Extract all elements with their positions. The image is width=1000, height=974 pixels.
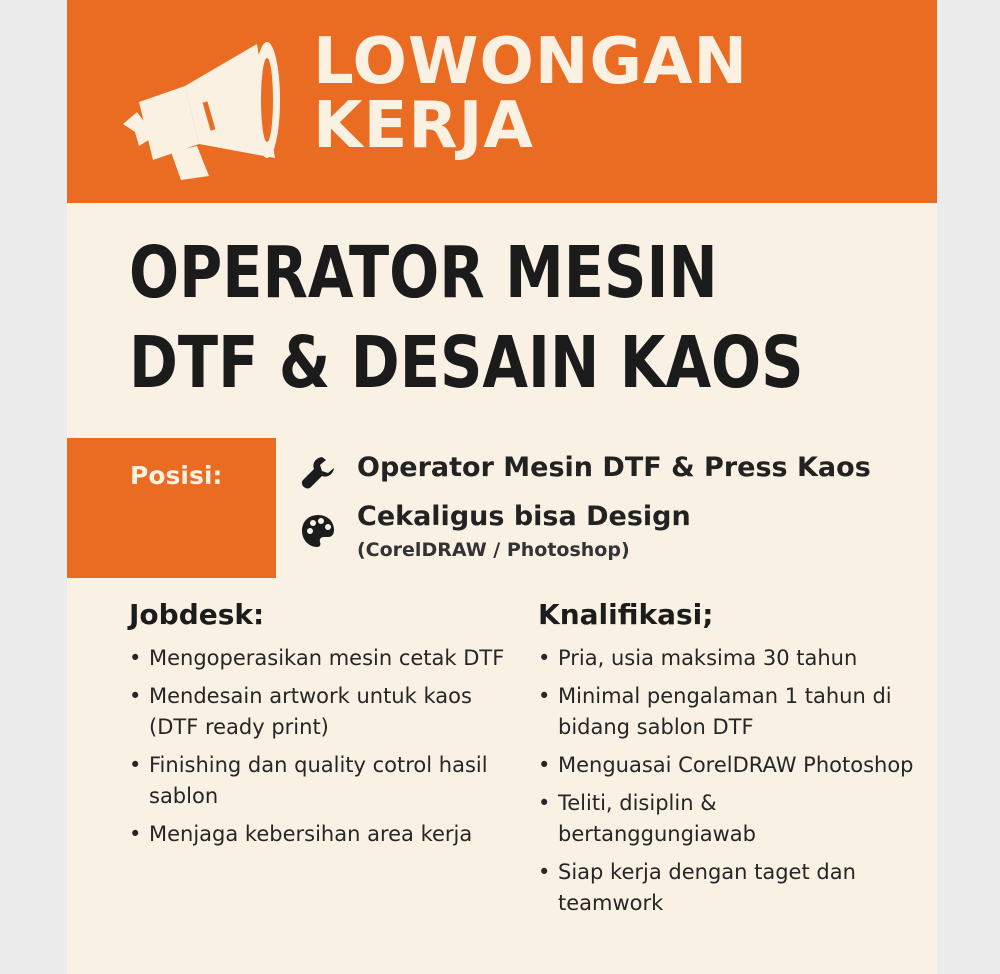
list-item: • Minimal pengalaman 1 tahun di bidang sablon DTF [538, 681, 918, 743]
jobdesk-list [129, 643, 524, 850]
list-item: • Siap kerja dengan taget dan teamwork [538, 857, 918, 919]
palette-icon [300, 513, 336, 549]
list-item: • Teliti, disiplin & bertanggungiawab [538, 788, 918, 850]
job-title-line1: OPERATOR MESIN [129, 231, 718, 314]
header-title-line2: KERJA [313, 89, 534, 163]
position-label-box [67, 438, 276, 578]
header-banner [67, 0, 937, 203]
jobdesk-section [129, 598, 524, 857]
jobdesk-title: Jobdesk: [129, 598, 265, 631]
header-title-line1: LOWONGAN [313, 25, 749, 99]
list-item: • Mendesain artwork untuk kaos (DTF ready print) [129, 681, 524, 743]
kualifikasi-title: Knalifikasi; [538, 598, 714, 631]
list-item: • Menguasai CorelDRAW Photoshop [538, 750, 918, 781]
header-title [313, 25, 749, 163]
job-poster [67, 0, 937, 974]
megaphone-icon [117, 40, 287, 180]
position-item-operator-text: Operator Mesin DTF & Press Kaos [357, 452, 871, 483]
wrench-icon [300, 454, 336, 490]
kualifikasi-list [538, 643, 918, 919]
position-item-design-text: Cekaligus bisa Design [357, 501, 691, 532]
job-title-line2: DTF & DESAIN KAOS [129, 321, 804, 404]
position-item-design-subtext: (CorelDRAW / Photoshop) [357, 539, 630, 561]
list-item: • Pria, usia maksima 30 tahun [538, 643, 918, 674]
kualifikasi-section [538, 598, 918, 926]
list-item: • Menjaga kebersihan area kerja [129, 819, 524, 850]
job-title [129, 228, 929, 408]
list-item: • Finishing dan quality cotrol hasil sablon [129, 750, 524, 812]
position-label: Posisi: [130, 461, 223, 490]
list-item: • Mengoperasikan mesin cetak DTF [129, 643, 524, 674]
